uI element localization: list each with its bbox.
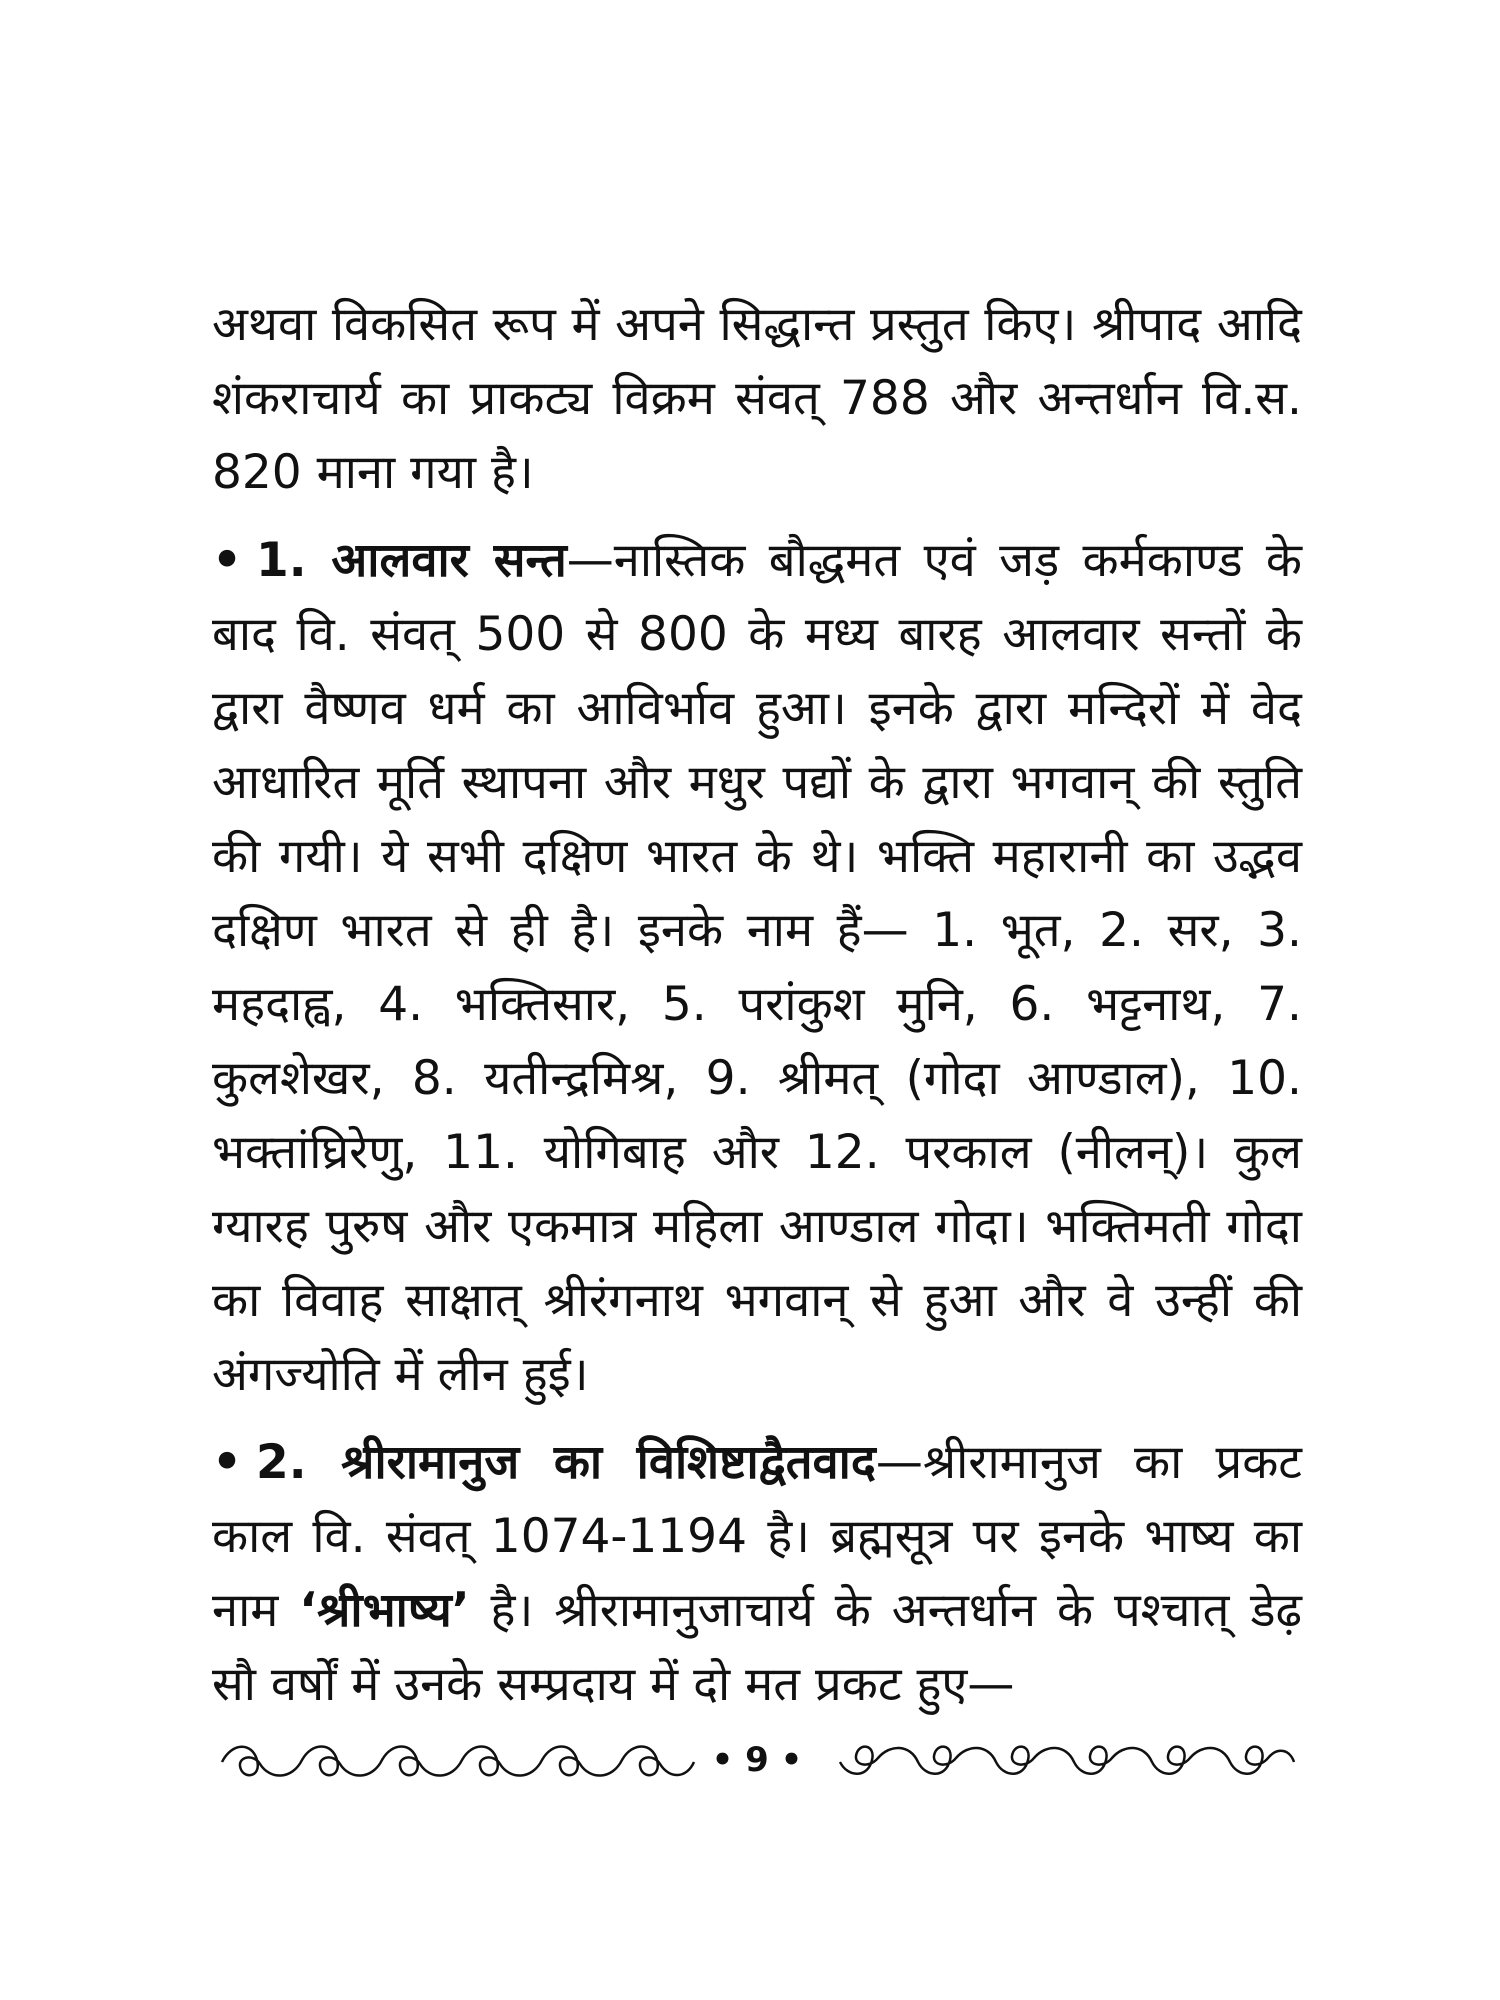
page-footer [212, 1730, 1302, 1790]
section-body-ramanuja-a: —श्रीरामानुज का प्रकट काल वि. संवत् 1074-1194 है। ब्रह्मसूत्र पर इनके भाष्य का नाम [212, 1435, 1302, 1638]
page-body [212, 288, 1302, 1722]
section-body-alvar: —नास्तिक बौद्धमत एवं जड़ कर्मकाण्ड के बाद वि. संवत् 500 से 800 के मध्य बारह आलवार सन्तों के द्वारा वैष्णव धर्म का आविर्भाव हुआ। इनके द्वारा मन्दिरों में वेद आधारित मूर्ति स्थापना और मधुर पद्यों के द्वारा भगवान् की स्तुति की गयी। ये सभी दक्षिण भारत के थे। भक्ति महारानी का उद्भव दक्षिण भारत से ही है। इनके नाम हैं— 1. भूत, 2. सर, 3. महदाह्व, 4. भक्तिसार, 5. परांकुश मुनि, 6. भट्टनाथ, 7. कुलशेखर, 8. यतीन्द्रमिश्र, 9. श्रीमत् (गोदा आण्डाल), 10. भक्तांघ्रिरेणु, 11. योगिबाह और 12. परकाल (नीलन्)। कुल ग्यारह पुरुष और एकमात्र महिला आण्डाल गोदा। भक्तिमती गोदा का विवाह साक्षात् श्रीरंगनाथ भगवान् से हुआ और वे उन्हीं की अंगज्योति में लीन हुई। [212, 533, 1303, 1402]
section-alvar-saints [212, 524, 1302, 1412]
right-flourish-ornament-icon [832, 1730, 1302, 1790]
section-heading-ramanuja: 2. श्रीरामानुज का विशिष्टाद्वैतवाद [256, 1435, 876, 1490]
bullet-icon: • [212, 533, 243, 588]
section-ramanuja [212, 1426, 1302, 1722]
shribhashya-term: ‘श्रीभाष्य’ [299, 1583, 470, 1638]
page-number: • 9 • [711, 1740, 803, 1780]
section-body-ramanuja-b: है। श्रीरामानुजाचार्य के अन्तर्धान के पश्चात् डेढ़ सौ वर्षों में उनके सम्प्रदाय में दो मत प्रकट हुए— [212, 1583, 1302, 1712]
section-heading-alvar: 1. आलवार सन्त [256, 533, 567, 588]
bullet-icon: • [212, 1435, 243, 1490]
intro-paragraph: अथवा विकसित रूप में अपने सिद्धान्त प्रस्तुत किए। श्रीपाद आदि शंकराचार्य का प्राकट्य विक्रम संवत् 788 और अन्तर्धान वि.स. 820 माना गया है। [212, 297, 1302, 500]
